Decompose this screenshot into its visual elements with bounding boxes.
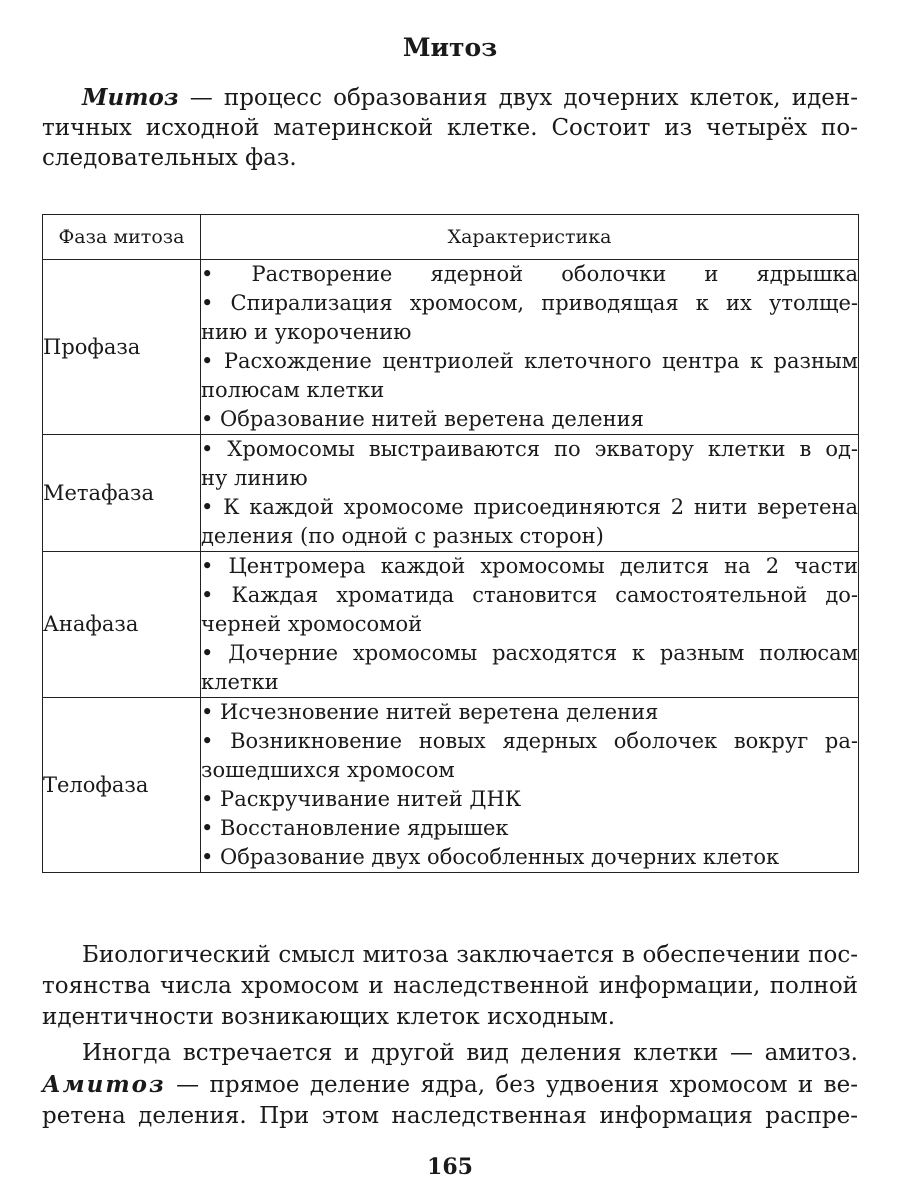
characteristic-line: • Хромосомы выстраиваются по экватору клетки в од- bbox=[201, 437, 858, 461]
paragraph-line-rest: — прямое деление ядра, без удвоения хромосом и ве- bbox=[165, 1072, 858, 1098]
characteristic-line: • Расхождение центриолей клеточного центра к разным bbox=[201, 349, 858, 373]
page-title: Митоз bbox=[402, 33, 498, 62]
table-row bbox=[43, 698, 859, 873]
characteristic-line: • Дочерние хромосомы расходятся к разным полюсам bbox=[201, 641, 858, 665]
characteristic-line: • Центромера каждой хромосомы делится на 2 части bbox=[201, 554, 858, 578]
intro-line-2: тичных исходной материнской клетке. Состоит из четырёх по- bbox=[42, 115, 858, 141]
characteristic-line: • Исчезновение нитей веретена деления bbox=[201, 700, 659, 724]
phase-name: Профаза bbox=[43, 260, 201, 435]
mitosis-phases-table bbox=[42, 214, 859, 873]
header-characteristic: Характеристика bbox=[201, 215, 859, 260]
paragraph-line: тоянства числа хромосом и наследственной информации, полной bbox=[42, 973, 858, 999]
amitosis-term: Амитоз bbox=[42, 1071, 166, 1098]
paragraph-line: Иногда встречается и другой вид деления клетки — амитоз. bbox=[82, 1040, 858, 1066]
intro-term: Митоз bbox=[82, 84, 179, 111]
header-phase: Фаза митоза bbox=[43, 215, 201, 260]
phase-name: Анафаза bbox=[43, 552, 201, 698]
characteristic-line: ну линию bbox=[201, 466, 308, 490]
characteristic-line: • Растворение ядерной оболочки и ядрышка bbox=[201, 262, 858, 286]
paragraph-line: идентичности возникающих клеток исходным. bbox=[42, 1004, 616, 1030]
intro-line-3: следовательных фаз. bbox=[42, 145, 297, 171]
phase-characteristic bbox=[201, 260, 859, 435]
phase-name: Телофаза bbox=[43, 698, 201, 873]
characteristic-line: черней хромосомой bbox=[201, 612, 423, 636]
characteristic-line: • Раскручивание нитей ДНК bbox=[201, 787, 522, 811]
characteristic-line: нию и укорочению bbox=[201, 320, 412, 344]
phase-characteristic bbox=[201, 435, 859, 552]
table-row bbox=[43, 260, 859, 435]
table-header-row bbox=[43, 215, 859, 260]
phase-characteristic bbox=[201, 552, 859, 698]
table-row bbox=[43, 435, 859, 552]
table-row bbox=[43, 552, 859, 698]
characteristic-line: полюсам клетки bbox=[201, 378, 385, 402]
biological-meaning-paragraph bbox=[42, 940, 858, 1033]
paragraph-line: Биологический смысл митоза заключается в обеспечении пос- bbox=[82, 942, 858, 968]
characteristic-line: • Каждая хроматида становится самостоятельной до- bbox=[201, 583, 858, 607]
characteristic-line: клетки bbox=[201, 670, 279, 694]
intro-line-1-rest: — процесс образования двух дочерних клеток, иден- bbox=[178, 85, 858, 111]
characteristic-line: • Образование нитей веретена деления bbox=[201, 407, 644, 431]
characteristic-line: • Образование двух обособленных дочерних клеток bbox=[201, 845, 780, 869]
intro-line-1 bbox=[42, 83, 858, 113]
characteristic-line: • Спирализация хромосом, приводящая к их утолще- bbox=[201, 291, 858, 315]
phase-name: Метафаза bbox=[43, 435, 201, 552]
characteristic-line: зошедшихся хромосом bbox=[201, 758, 455, 782]
intro-paragraph bbox=[42, 83, 858, 173]
characteristic-line: • Восстановление ядрышек bbox=[201, 816, 509, 840]
page-number: 165 bbox=[427, 1154, 473, 1180]
amitosis-paragraph bbox=[42, 1038, 858, 1132]
paragraph-line: ретена деления. При этом наследственная информация распре- bbox=[42, 1103, 858, 1129]
characteristic-line: • Возникновение новых ядерных оболочек вокруг ра- bbox=[201, 729, 858, 753]
characteristic-line: • К каждой хромосоме присоединяются 2 нити веретена bbox=[201, 495, 858, 519]
characteristic-line: деления (по одной с разных сторон) bbox=[201, 524, 604, 548]
phase-characteristic bbox=[201, 698, 859, 873]
paragraph-line bbox=[42, 1069, 858, 1101]
